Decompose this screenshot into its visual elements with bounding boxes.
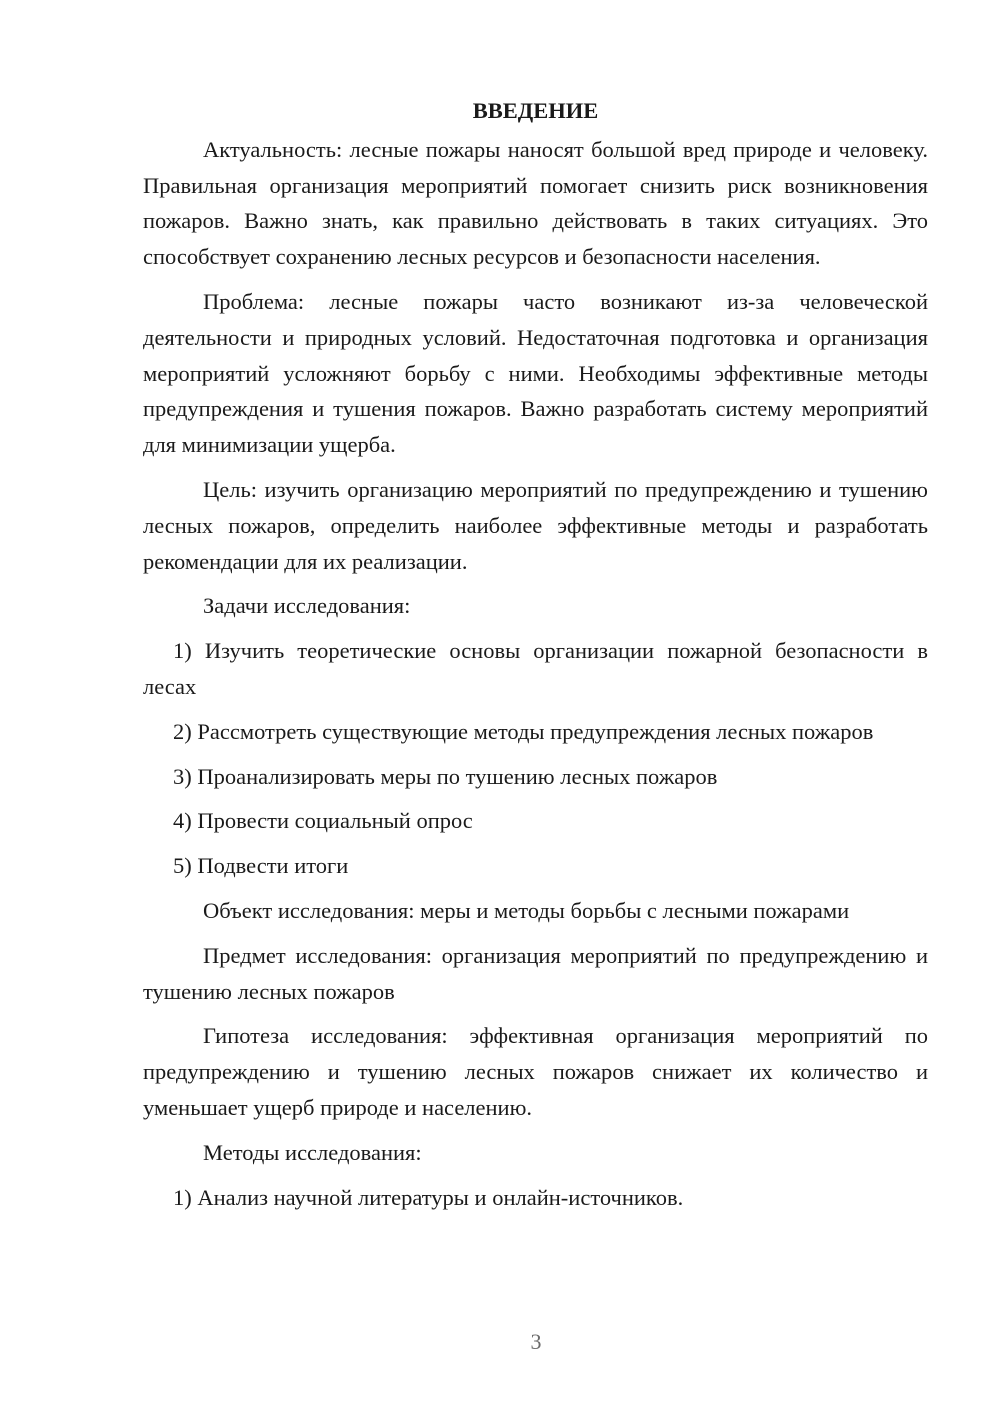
paragraph-object: Объект исследования: меры и методы борьбы с лесными пожарами bbox=[203, 897, 850, 923]
paragraph-relevance: Актуальность: лесные пожары наносят большой вред природе и человеку. Правильная организация мероприятий помогает снизить риск возникновения пожаров. Важно знать, как правильно действовать в таких ситуациях. Это способствует сохранению лесных ресурсов и безопасности населения. bbox=[143, 136, 928, 270]
tasks-heading: Задачи исследования: bbox=[203, 593, 411, 619]
task-item-4: 4) Провести социальный опрос bbox=[173, 808, 473, 834]
paragraph-subject: Предмет исследования: организация мероприятий по предупреждению и тушению лесных пожаров bbox=[143, 942, 928, 1004]
paragraph-problem: Проблема: лесные пожары часто возникают из-за человеческой деятельности и природных условий. Недостаточная подготовка и организация мероприятий усложняют борьбу с ними. Необходимы эффективные методы предупреждения и тушения пожаров. Важно разработать систему мероприятий для минимизации ущерба. bbox=[143, 288, 928, 458]
task-item-3: 3) Проанализировать меры по тушению лесных пожаров bbox=[173, 763, 718, 789]
task-item-1: 1) Изучить теоретические основы организации пожарной безопасности в лесах bbox=[143, 638, 928, 699]
page-number: 3 bbox=[530, 1329, 542, 1354]
page-content bbox=[143, 93, 928, 1224]
task-item-2: 2) Рассмотреть существующие методы предупреждения лесных пожаров bbox=[173, 718, 874, 744]
task-item-5: 5) Подвести итоги bbox=[173, 853, 349, 879]
paragraph-hypothesis: Гипотеза исследования: эффективная организация мероприятий по предупреждению и тушению лесных пожаров снижает их количество и уменьшает ущерб природе и населению. bbox=[143, 1023, 928, 1120]
method-item-1: 1) Анализ научной литературы и онлайн-источников. bbox=[173, 1184, 684, 1210]
paragraph-goal: Цель: изучить организацию мероприятий по предупреждению и тушению лесных пожаров, определить наиболее эффективные методы и разработать рекомендации для их реализации. bbox=[143, 476, 928, 574]
page-title: ВВЕДЕНИЕ bbox=[472, 98, 599, 123]
methods-heading: Методы исследования: bbox=[203, 1139, 422, 1165]
